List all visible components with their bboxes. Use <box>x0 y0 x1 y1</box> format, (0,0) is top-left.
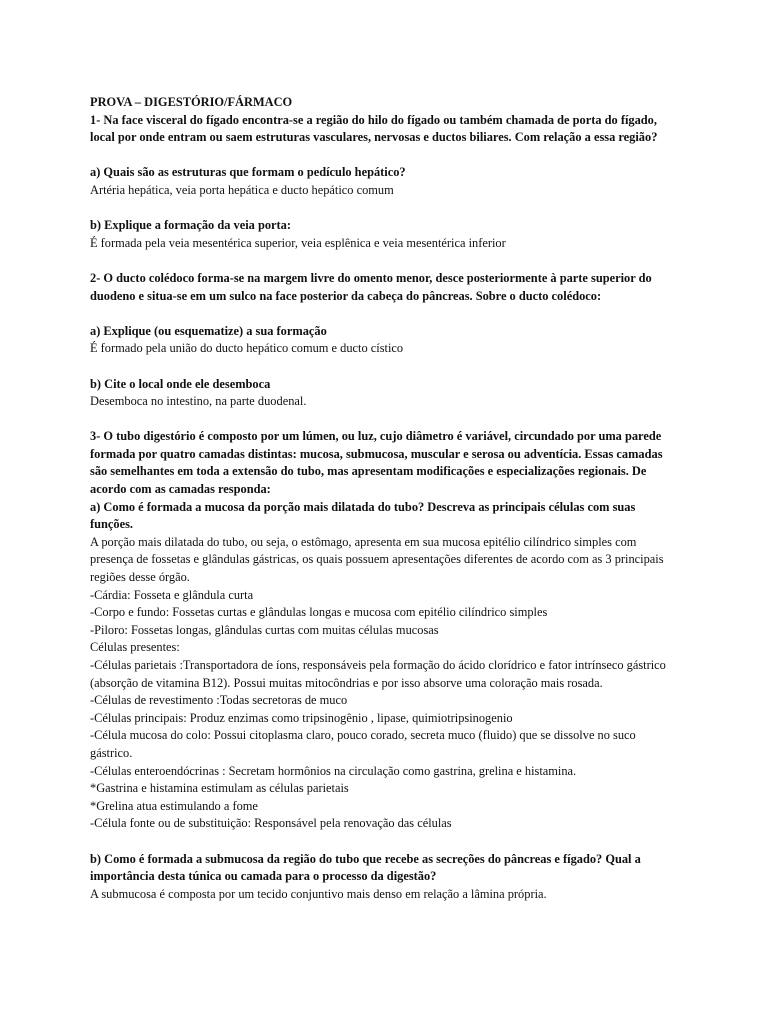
answer-3a-line: -Células de revestimento :Todas secretoras de muco <box>90 693 348 708</box>
answer-3a-line: presença de fossetas e glândulas gástricas, os quais possuem apresentações diferentes de acordo com as 3 principais <box>90 552 664 567</box>
question-3-text-line: são semelhantes em toda a extensão do tubo, mas apresentam modificações e especializações regionais. De <box>90 464 647 479</box>
question-1 <box>90 112 690 270</box>
question-1a: a) Quais são as estruturas que formam o pedículo hepático? <box>90 165 406 180</box>
answer-2b: Desemboca no intestino, na parte duodenal. <box>90 394 307 409</box>
answer-3a-line: (absorção de vitamina B12). Possui muitas mitocôndrias e por isso absorve uma coloração mais rosada. <box>90 675 603 690</box>
answer-3b-line: A submucosa é composta por um tecido conjuntivo mais denso em relação a lâmina própria. <box>90 886 547 901</box>
question-3a-line: funções. <box>90 517 134 532</box>
answer-1b: É formada pela veia mesentérica superior, veia esplênica e veia mesentérica inferior <box>90 235 506 250</box>
question-3a-line: a) Como é formada a mucosa da porção mais dilatada do tubo? Descreva as principais células com suas <box>90 499 636 514</box>
question-3 <box>90 428 690 903</box>
answer-3a-line: -Células parietais :Transportadora de íons, responsáveis pela formação do ácido clorídrico e fator intrínseco gástrico <box>90 658 666 672</box>
question-3b-line: importância desta túnica ou camada para o processo da digestão? <box>90 869 437 884</box>
answer-1a: Artéria hepática, veia porta hepática e ducto hepático comum <box>90 182 394 197</box>
answer-3a-line: A porção mais dilatada do tubo, ou seja, o estômago, apresenta em sua mucosa epitélio cilíndrico simples com <box>90 534 637 549</box>
question-2-text-line: duodeno e situa-se em um sulco na face posterior da cabeça do pâncreas. Sobre o ducto colédoco: <box>90 288 602 303</box>
answer-3a-line: regiões desse órgão. <box>90 570 190 585</box>
answer-3a-line: gástrico. <box>90 745 133 760</box>
answer-3a-line: Células presentes: <box>90 640 180 655</box>
question-1-text-line: 1- Na face visceral do fígado encontra-se a região do hilo do fígado ou também chamada de porta do fígado, <box>90 112 657 127</box>
document-title: PROVA – DIGESTÓRIO/FÁRMACO <box>90 95 293 109</box>
answer-3a-line: -Cárdia: Fosseta e glândula curta <box>90 587 254 602</box>
question-1-text-line: local por onde entram ou saem estruturas vasculares, nervosas e ductos biliares. Com relação a essa região? <box>90 130 658 145</box>
question-3-text-line: formada por quatro camadas distintas: mucosa, submucosa, muscular e serosa ou adventícia. Essas camadas <box>90 446 663 461</box>
question-3-text-line: 3- O tubo digestório é composto por um lúmen, ou luz, cujo diâmetro é variável, circundado por uma parede <box>90 429 662 444</box>
answer-3a-line: -Célula mucosa do colo: Possui citoplasma claro, pouco corado, secreta muco (fluido) que se dissolve no suco <box>90 728 636 743</box>
question-3-text-line: acordo com as camadas responda: <box>90 482 271 497</box>
question-2 <box>90 270 690 428</box>
answer-3a-line: -Células principais: Produz enzimas como tripsinogênio , lipase, quimiotripsinogenio <box>90 710 513 725</box>
answer-3a-line: *Grelina atua estimulando a fome <box>90 798 258 813</box>
answer-2a: É formado pela união do ducto hepático comum e ducto cístico <box>90 341 404 356</box>
document-page <box>90 94 690 903</box>
question-2b: b) Cite o local onde ele desemboca <box>90 376 271 391</box>
answer-3a-line: -Corpo e fundo: Fossetas curtas e glândulas longas e mucosa com epitélio cilíndrico simples <box>90 605 548 620</box>
question-2-text-line: 2- O ducto colédoco forma-se na margem livre do omento menor, desce posteriormente à parte superior do <box>90 270 652 285</box>
question-1b: b) Explique a formação da veia porta: <box>90 218 291 233</box>
answer-3a-line: *Gastrina e histamina estimulam as células parietais <box>90 781 349 796</box>
answer-3a-line: -Células enteroendócrinas : Secretam hormônios na circulação como gastrina, grelina e histamina. <box>90 763 577 778</box>
answer-3a-line: -Piloro: Fossetas longas, glândulas curtas com muitas células mucosas <box>90 622 439 637</box>
question-3b-line: b) Como é formada a submucosa da região do tubo que recebe as secreções do pâncreas e fígado? Qual a <box>90 851 641 866</box>
question-2a: a) Explique (ou esquematize) a sua formação <box>90 323 327 338</box>
answer-3a-line: -Célula fonte ou de substituição: Responsável pela renovação das células <box>90 816 452 831</box>
